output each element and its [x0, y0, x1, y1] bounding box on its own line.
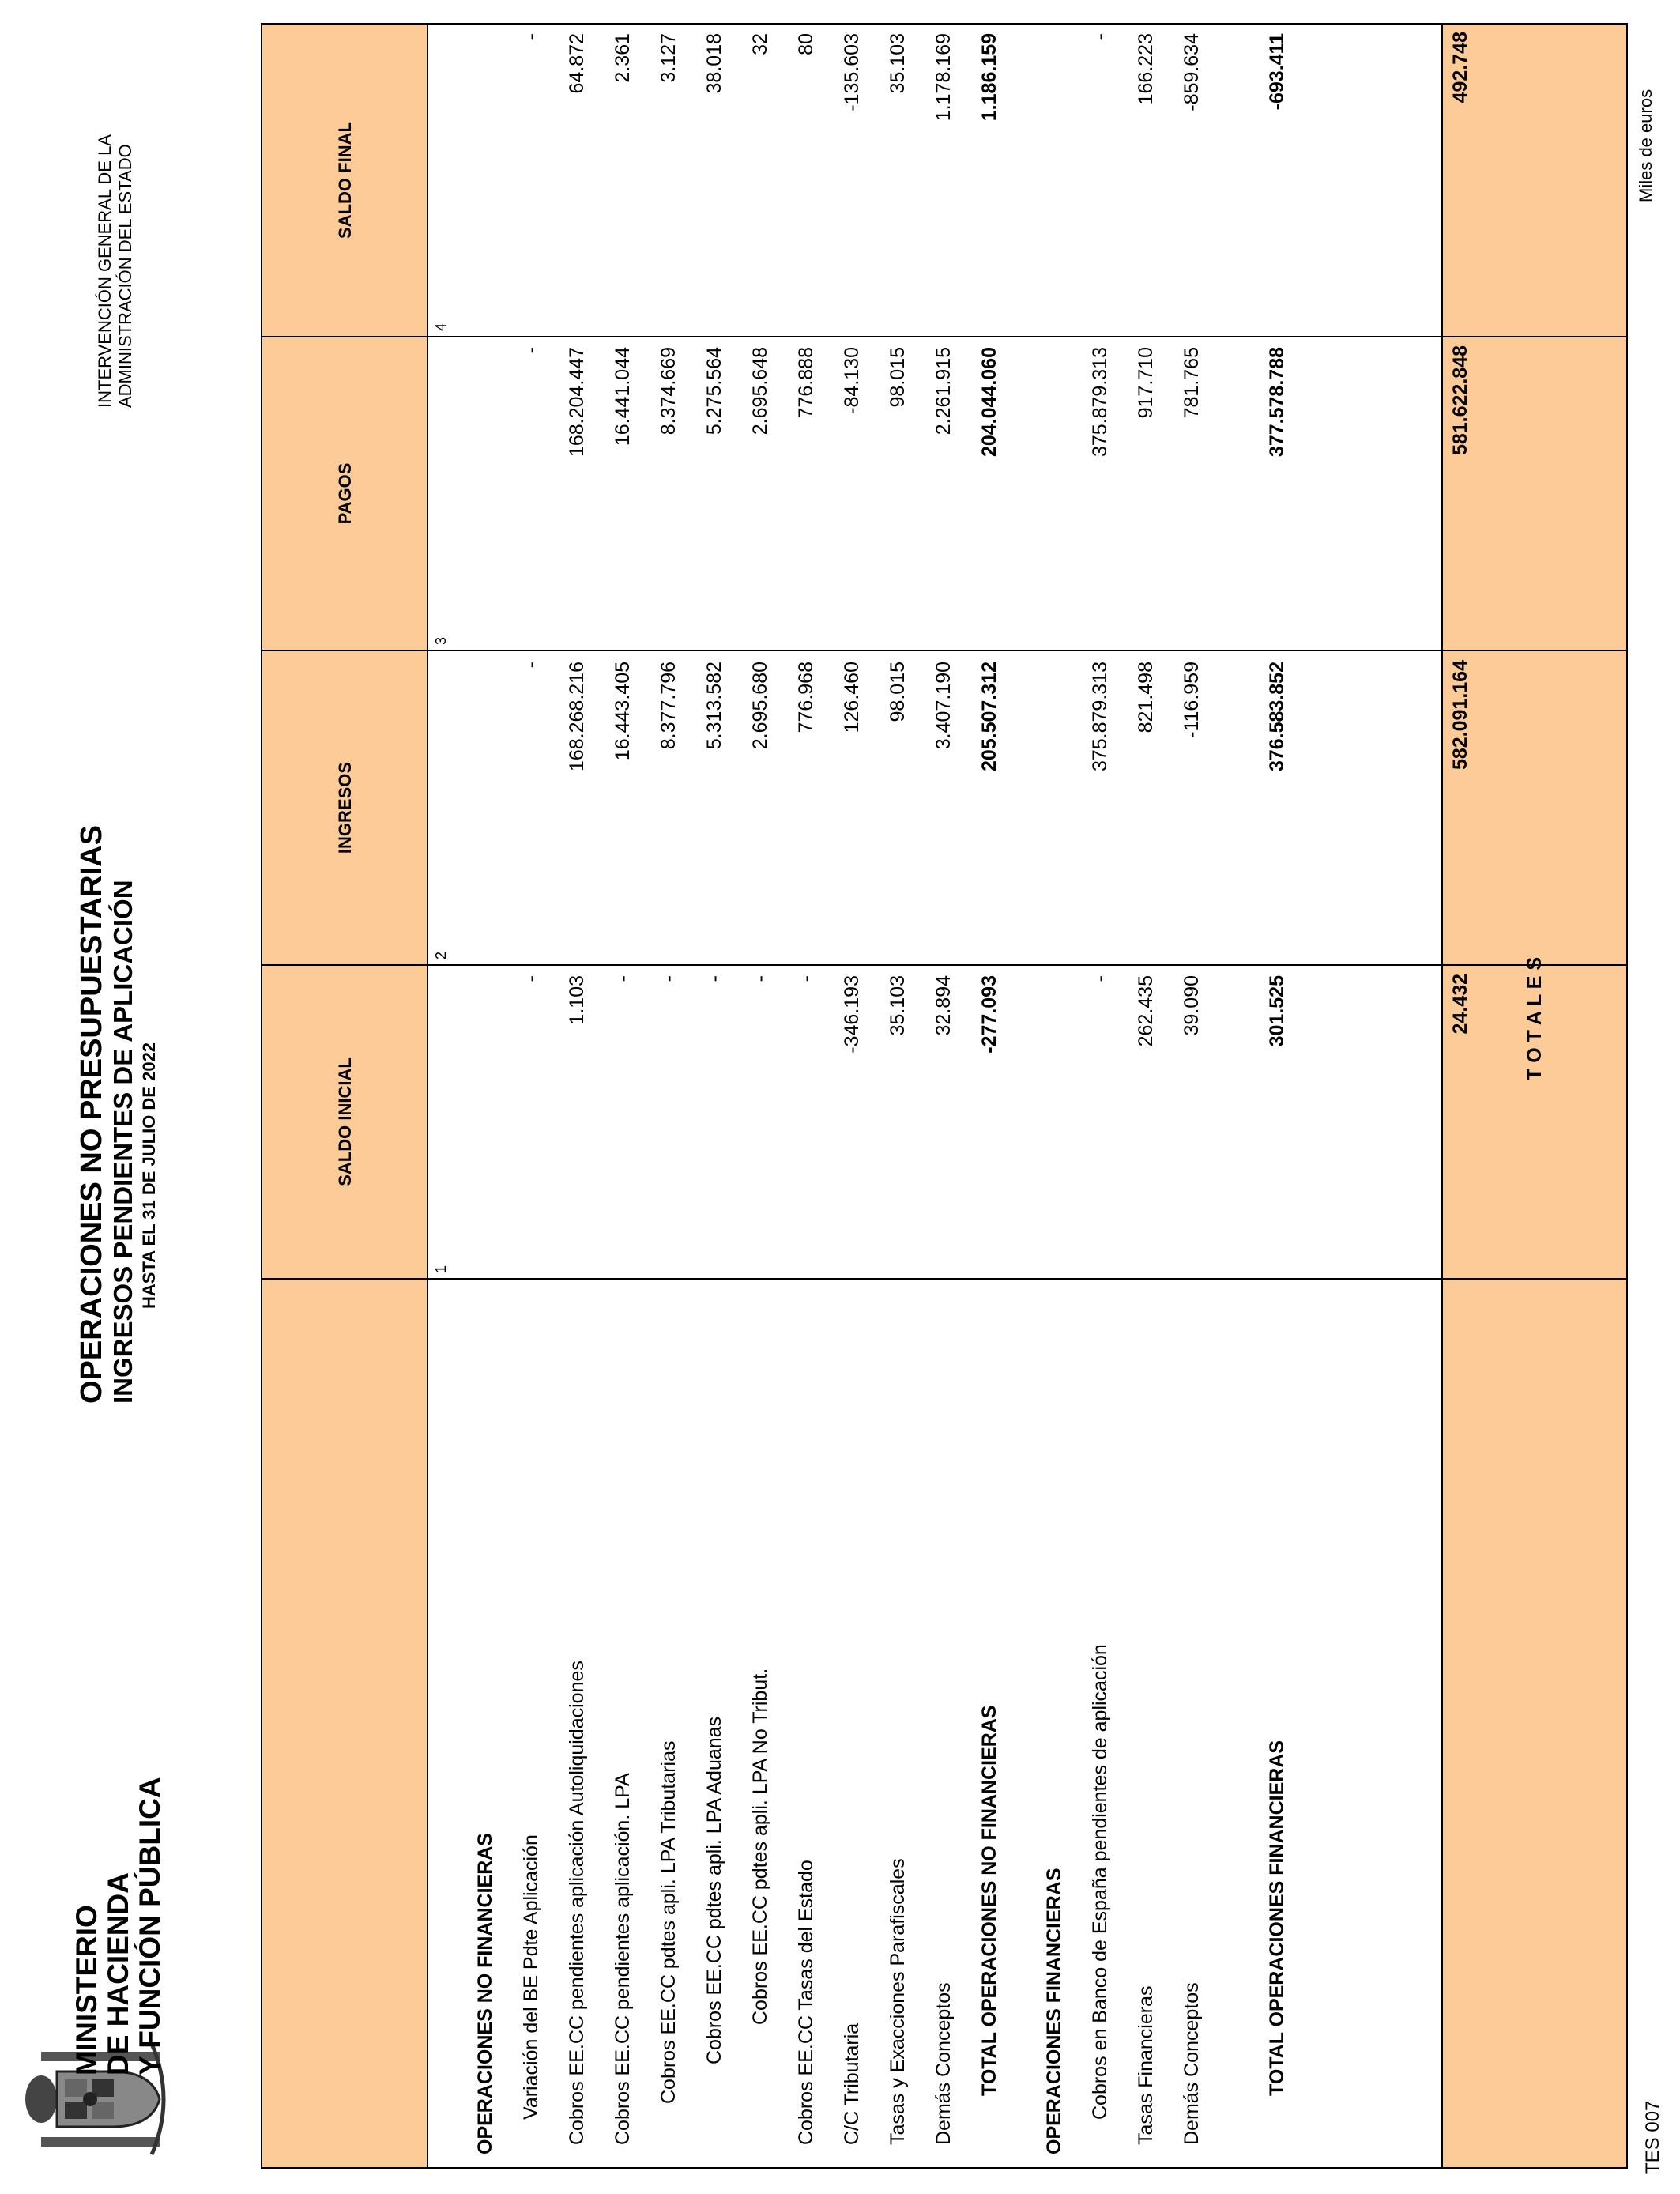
total-ingresos: 582.091.164: [1449, 660, 1471, 771]
row-value-col4: 35.103: [887, 33, 909, 94]
row-label: Cobros en Banco de España pendientes de aplicación: [1089, 1644, 1111, 2120]
row-label: Demás Conceptos: [932, 1982, 955, 2145]
row-label: Tasas Financieras: [1135, 1985, 1157, 2145]
table-row: [1135, 25, 1162, 2167]
data-table: [261, 23, 1628, 2169]
row-value-col2: 375.879.313: [1089, 662, 1111, 772]
table-row: [795, 25, 822, 2167]
row-value-col3: -84.130: [841, 347, 863, 414]
table-row: [657, 25, 684, 2167]
row-value-col4: 2.361: [612, 33, 634, 83]
row-value-col3: 16.441.044: [612, 347, 634, 447]
row-value-col4: 64.872: [566, 33, 588, 94]
row-value-col2: 126.460: [841, 662, 863, 733]
header-saldo-final: SALDO FINAL: [262, 25, 428, 336]
row-value-col2: 376.583.852: [1266, 662, 1288, 772]
table-row: [566, 25, 593, 2167]
report-title: OPERACIONES NO PRESUPUESTARIAS: [75, 825, 108, 1404]
row-label: Tasas y Exacciones Parafiscales: [887, 1858, 909, 2145]
table-row: [474, 25, 501, 2167]
row-label: TOTAL OPERACIONES FINANCIERAS: [1266, 1740, 1288, 2096]
table-row: [1043, 25, 1070, 2167]
row-value-col1: -: [657, 975, 680, 982]
table-row: [703, 25, 730, 2167]
row-value-col3: 776.888: [795, 347, 817, 419]
row-value-col1: -: [612, 975, 634, 982]
row-label: Cobros EE.CC Tasas del Estado: [795, 1860, 817, 2145]
ministry-line-2: DE HACIENDA: [102, 1872, 134, 2075]
total-saldo-inicial: 24.432: [1449, 974, 1471, 1035]
row-label: Demás Conceptos: [1181, 1982, 1203, 2145]
igae-line-1: INTERVENCIÓN GENERAL DE LA: [95, 134, 115, 408]
row-label: OPERACIONES FINANCIERAS: [1043, 1868, 1065, 2154]
row-value-col3: 2.261.915: [932, 347, 955, 435]
column-number-1: 1: [433, 1265, 449, 1273]
ministry-name: [71, 1777, 166, 2075]
row-value-col2: 821.498: [1135, 662, 1157, 733]
row-value-col1: -346.193: [841, 975, 863, 1054]
row-label: C/C Tributaria: [841, 2022, 863, 2145]
totals-row: [1441, 25, 1626, 2167]
row-value-col1: -: [703, 975, 725, 982]
row-value-col1: -: [1089, 975, 1111, 982]
table-row: [978, 25, 1005, 2167]
row-value-col2: 3.407.190: [932, 662, 955, 750]
row-value-col1: -: [795, 975, 817, 982]
row-value-col1: 1.103: [566, 975, 588, 1025]
row-value-col3: 781.765: [1181, 347, 1203, 419]
igae-label: [95, 134, 136, 408]
row-value-col2: 16.443.405: [612, 662, 634, 761]
column-number-2: 2: [433, 951, 449, 959]
row-label: Cobros EE.CC pdtes apli. LPA No Tribut.: [749, 1668, 771, 2025]
header-ingresos: INGRESOS: [262, 650, 428, 964]
row-value-col2: 205.507.312: [978, 662, 1000, 772]
total-pagos: 581.622.848: [1449, 345, 1471, 456]
table-row: [1266, 25, 1293, 2167]
row-value-col3: -: [520, 347, 542, 354]
table-row: [1181, 25, 1207, 2167]
row-value-col4: 3.127: [657, 33, 680, 83]
row-value-col1: -: [749, 975, 771, 982]
row-value-col2: 776.968: [795, 662, 817, 733]
row-value-col1: 301.525: [1266, 975, 1288, 1047]
row-value-col2: 8.377.796: [657, 662, 680, 750]
row-label: Variación del BE Pdte Aplicación: [520, 1834, 542, 2120]
row-value-col2: 5.313.582: [703, 662, 725, 750]
total-saldo-final: 492.748: [1449, 32, 1471, 104]
ministry-line-1: MINISTERIO: [70, 1905, 103, 2075]
header-pagos: PAGOS: [262, 336, 428, 650]
row-value-col3: 2.695.648: [749, 347, 771, 435]
igae-line-2: ADMINISTRACIÓN DEL ESTADO: [115, 144, 135, 408]
column-number-3: 3: [433, 636, 449, 645]
row-value-col4: -: [1089, 33, 1111, 40]
row-value-col3: 5.275.564: [703, 347, 725, 435]
table-row: [749, 25, 776, 2167]
row-value-col1: 32.894: [932, 975, 955, 1036]
column-number-4: 4: [433, 322, 449, 331]
row-value-col3: 204.044.060: [978, 347, 1000, 458]
report-date: HASTA EL 31 DE JULIO DE 2022: [139, 1042, 159, 1309]
table-row: [932, 25, 959, 2167]
header-concept-cell: [262, 1278, 428, 2167]
row-value-col4: -: [520, 33, 542, 40]
row-value-col4: -135.603: [841, 33, 863, 111]
totals-label: T O T A L E S: [1524, 956, 1546, 1080]
row-value-col4: 1.186.159: [978, 33, 1000, 122]
row-value-col3: 98.015: [887, 347, 909, 408]
report-title-block: [75, 613, 160, 1404]
row-label: OPERACIONES NO FINANCIERAS: [474, 1833, 496, 2154]
row-value-col2: -: [520, 662, 542, 669]
row-value-col4: 32: [749, 33, 771, 55]
row-value-col1: 39.090: [1181, 975, 1203, 1036]
row-value-col4: -693.411: [1266, 33, 1288, 111]
row-value-col3: 377.578.788: [1266, 347, 1288, 458]
units-label: Miles de euros: [1636, 89, 1656, 202]
row-value-col4: 80: [795, 33, 817, 55]
row-label: Cobros EE.CC pendientes aplicación. LPA: [612, 1773, 634, 2145]
report-code: TES 007: [1642, 2100, 1663, 2174]
row-label: Cobros EE.CC pendientes aplicación Autoliquidaciones: [566, 1661, 588, 2145]
row-value-col3: 8.374.669: [657, 347, 680, 435]
row-value-col3: 375.879.313: [1089, 347, 1111, 458]
row-value-col2: 98.015: [887, 662, 909, 722]
row-label: Cobros EE.CC pdtes apli. LPA Aduanas: [703, 1716, 725, 2064]
header-saldo-inicial: SALDO INICIAL: [262, 964, 428, 1278]
row-value-col2: 168.268.216: [566, 662, 588, 772]
table-row: [841, 25, 868, 2167]
row-value-col2: -116.959: [1181, 662, 1203, 738]
table-row: [520, 25, 547, 2167]
row-value-col1: -277.093: [978, 975, 1000, 1054]
row-value-col4: 166.223: [1135, 33, 1157, 105]
row-value-col1: -: [520, 975, 542, 982]
row-value-col4: 38.018: [703, 33, 725, 94]
row-label: TOTAL OPERACIONES NO FINANCIERAS: [978, 1705, 1000, 2096]
row-value-col2: 2.695.680: [749, 662, 771, 750]
row-value-col3: 168.204.447: [566, 347, 588, 458]
ministry-line-3: Y FUNCIÓN PÚBLICA: [134, 1777, 166, 2075]
row-value-col3: 917.710: [1135, 347, 1157, 419]
report-subtitle: INGRESOS PENDIENTES DE APLICACIÓN: [108, 880, 137, 1404]
row-label: Cobros EE.CC pdtes apli. LPA Tributarias: [657, 1740, 680, 2104]
row-value-col1: 262.435: [1135, 975, 1157, 1047]
table-row: [1089, 25, 1116, 2167]
row-value-col4: -859.634: [1181, 33, 1203, 111]
row-value-col4: 1.178.169: [932, 33, 955, 122]
table-row: [612, 25, 638, 2167]
row-value-col1: 35.103: [887, 975, 909, 1036]
table-row: [887, 25, 913, 2167]
